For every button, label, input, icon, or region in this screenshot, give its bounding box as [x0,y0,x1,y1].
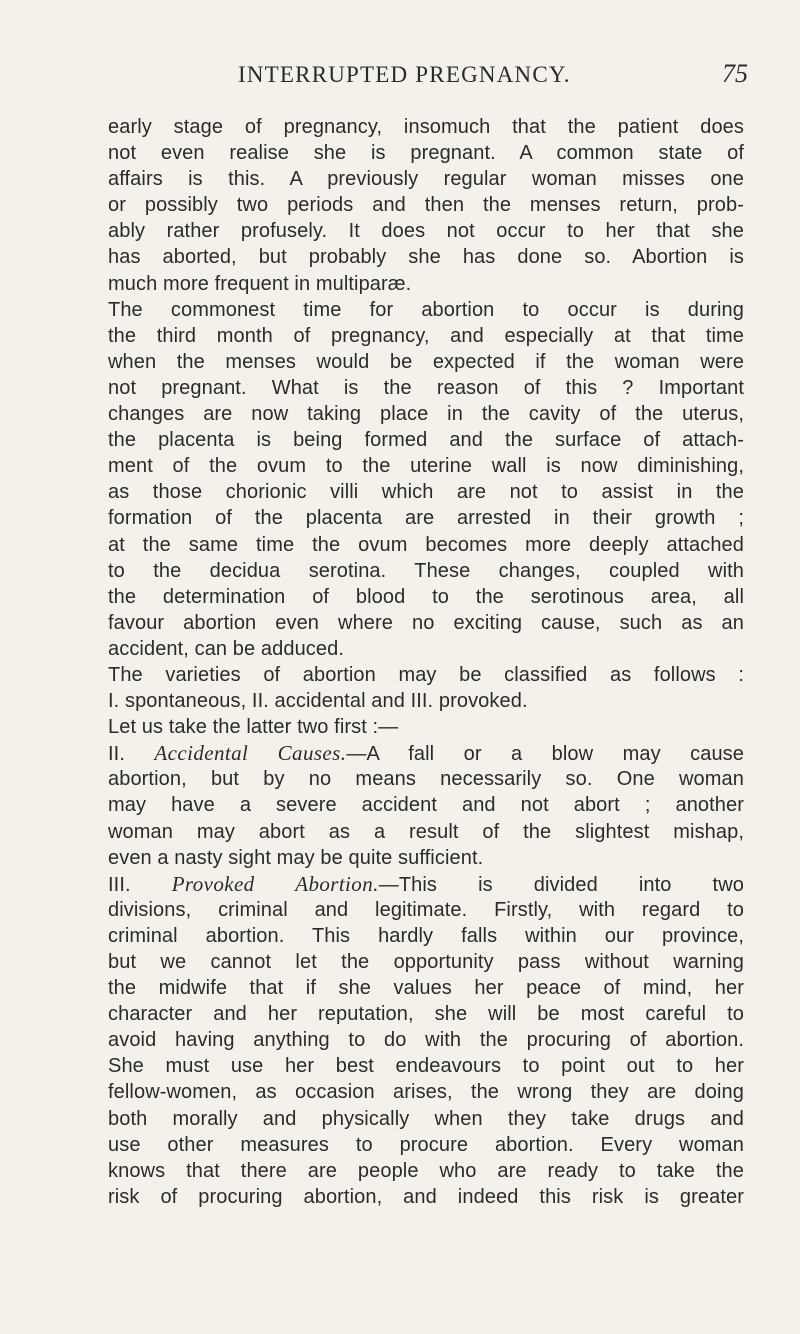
text-line: character and her reputation, she will be most careful to [108,1003,744,1026]
text-line: Let us take the latter two first :— [108,716,399,739]
text-line: has aborted, but probably she has done so. Abortion is [108,246,744,269]
text-line: The varieties of abortion may be classified as follows : [108,663,744,686]
section-numeral: II. [108,743,125,766]
running-title: INTERRUPTED PREGNANCY. [238,62,571,87]
text-line: not even realise she is pregnant. A common state of [108,142,744,165]
section-heading-line [108,740,744,766]
text-line: favour abortion even where no exciting cause, such as an [108,611,744,634]
text-line: at the same time the ovum becomes more deeply attached [108,533,744,556]
text-line: ment of the ovum to the uterine wall is now diminishing, [108,455,744,478]
text-line: the third month of pregnancy, and especially at that time [108,324,744,347]
text-line: even a nasty sight may be quite sufficient. [108,846,484,869]
section-heading-line [108,871,744,897]
text-line: use other measures to procure abortion. Every woman [108,1133,744,1156]
text-line: woman may abort as a result of the slightest mishap, [108,820,744,843]
text-line: the placenta is being formed and the surface of attach- [108,429,744,452]
text-line: as those chorionic villi which are not to assist in the [108,481,744,504]
running-head [238,59,748,92]
page-number: 75 [722,59,748,88]
text-line: ably rather profusely. It does not occur to her that she [108,220,744,243]
text-line: I. spontaneous, II. accidental and III. provoked. [108,690,528,713]
text-line: but we cannot let the opportunity pass without warning [108,951,744,973]
section-heading: Accidental Causes. [154,741,347,766]
section-heading: Provoked Abortion. [171,871,379,896]
text-line: accident, can be adduced. [108,637,345,660]
text-line: The commonest time for abortion to occur is during [108,298,744,321]
text-line: to the decidua serotina. These changes, coupled with [108,559,744,582]
text-line: formation of the placenta are arrested in their growth ; [108,507,744,530]
section-heading-continuation: —This is divided into two [378,873,744,896]
text-line: the determination of blood to the serotinous area, all [108,585,744,608]
text-line: abortion, but by no means necessarily so. One woman [108,768,744,791]
text-line: She must use her best endeavours to point out to her [108,1055,744,1078]
text-line: not pregnant. What is the reason of this ? Important [108,376,744,399]
text-line: affairs is this. A previously regular woman misses one [108,168,744,191]
body-text [108,114,744,1210]
text-line: the midwife that if she values her peace of mind, her [108,977,744,1000]
text-line: both morally and physically when they take drugs and [108,1107,744,1130]
text-line: criminal abortion. This hardly falls within our province, [108,924,744,947]
text-line: fellow-women, as occasion arises, the wrong they are doing [108,1081,744,1104]
text-line: when the menses would be expected if the woman were [108,350,744,373]
section-numeral: III. [108,873,131,896]
text-line: much more frequent in multiparæ. [108,272,412,295]
text-line: divisions, criminal and legitimate. Firstly, with regard to [108,898,744,921]
text-line: or possibly two periods and then the menses return, prob- [108,194,744,217]
text-line: early stage of pregnancy, insomuch that the patient does [108,116,744,138]
text-line: may have a severe accident and not abort ; another [108,794,744,817]
text-line: risk of procuring abortion, and indeed this risk is greater [108,1185,744,1208]
text-line: knows that there are people who are ready to take the [108,1159,744,1182]
text-line: avoid having anything to do with the procuring of abortion. [108,1029,744,1052]
section-heading-continuation: —A fall or a blow may cause [346,743,744,766]
text-line: changes are now taking place in the cavity of the uterus, [108,403,744,426]
